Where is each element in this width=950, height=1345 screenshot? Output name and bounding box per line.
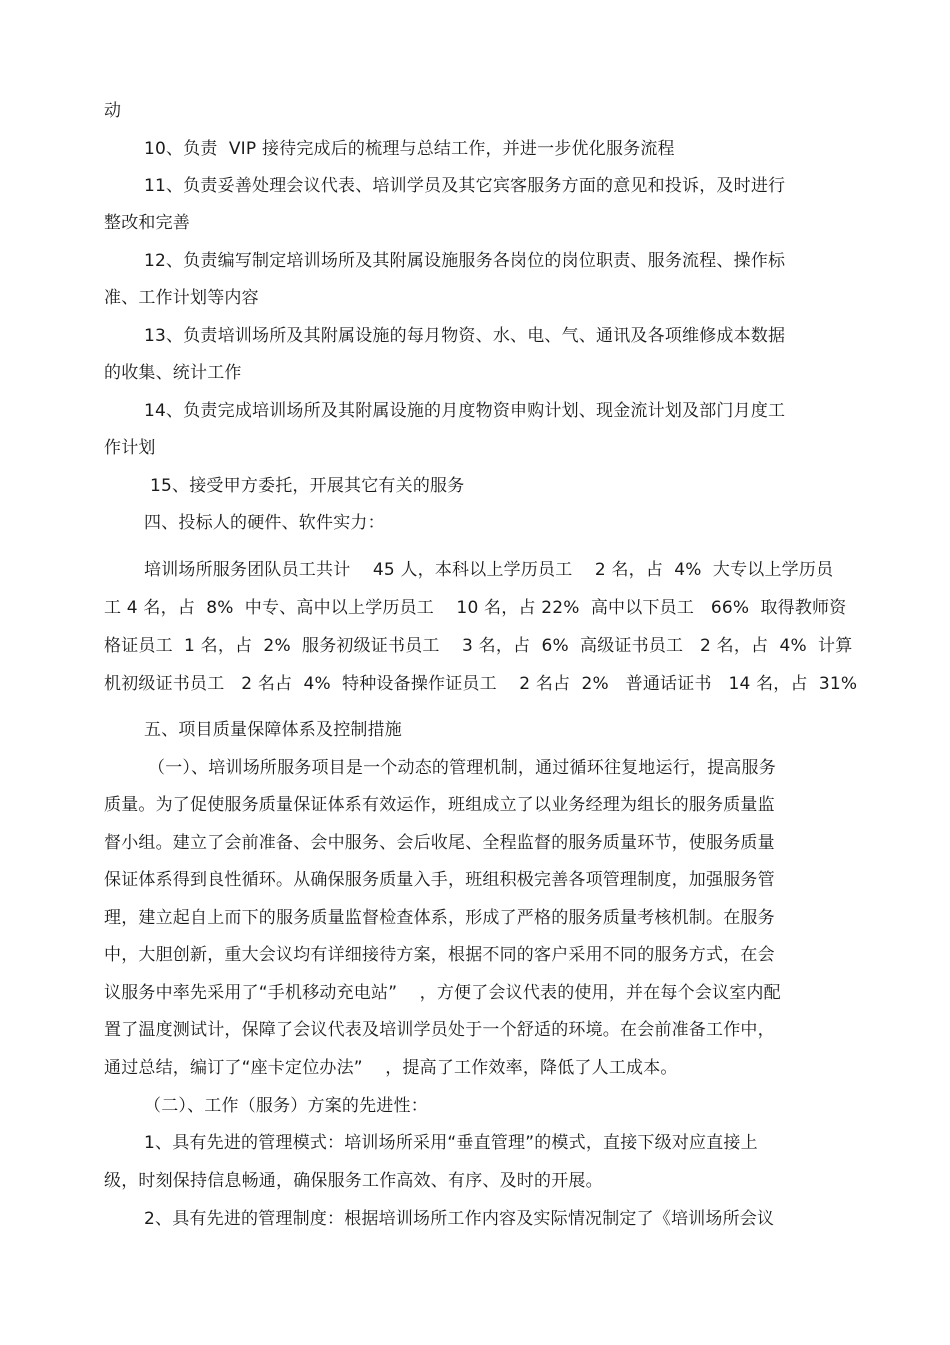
section-heading: 四、投标人的硬件、软件实力： <box>144 513 385 533</box>
text-line: 1、具有先进的管理模式：培训场所采用“垂直管理”的模式，直接下级对应直接上 <box>144 1133 758 1153</box>
text-line: 格证员工 1 名，占 2% 服务初级证书员工 3 名，占 6% 高级证书员工 2 名，占 4% 计算 <box>104 636 853 656</box>
text-line: 11、负责妥善处理会议代表、培训学员及其它宾客服务方面的意见和投诉，及时进行 <box>144 176 786 196</box>
text-line: 培训场所服务团队员工共计 45 人，本科以上学历员工 2 名，占 4% 大专以上学历员 <box>144 560 834 580</box>
text-line: 10、负责 VIP 接待完成后的梳理与总结工作，并进一步优化服务流程 <box>144 139 675 159</box>
text-line: 整改和完善 <box>104 213 190 233</box>
text-line: 通过总结，编订了“座卡定位办法” ，提高了工作效率，降低了人工成本。 <box>104 1058 678 1078</box>
text-line: （一）、培训场所服务项目是一个动态的管理机制，通过循环往复地运行，提高服务 <box>148 758 776 778</box>
text-line: 12、负责编写制定培训场所及其附属设施服务各岗位的岗位职责、服务流程、操作标 <box>144 251 786 271</box>
section-heading: 五、项目质量保障体系及控制措施 <box>144 720 402 740</box>
text-line: 保证体系得到良性循环。从确保服务质量入手，班组积极完善各项管理制度，加强服务管 <box>104 870 775 890</box>
text-line: 13、负责培训场所及其附属设施的每月物资、水、电、气、通讯及各项维修成本数据 <box>144 326 786 346</box>
text-line: 级，时刻保持信息畅通，确保服务工作高效、有序、及时的开展。 <box>104 1171 603 1191</box>
text-line: 理，建立起自上而下的服务质量监督检查体系，形成了严格的服务质量考核机制。在服务 <box>104 908 775 928</box>
text-line: 15、接受甲方委托，开展其它有关的服务 <box>150 476 465 496</box>
text-line: 作计划 <box>104 438 156 458</box>
text-line: 质量。为了促使服务质量保证体系有效运作，班组成立了以业务经理为组长的服务质量监 <box>104 795 775 815</box>
text-line: 中，大胆创新，重大会议均有详细接待方案，根据不同的客户采用不同的服务方式，在会 <box>104 945 775 965</box>
section-heading: （二）、工作（服务）方案的先进性： <box>144 1096 428 1116</box>
text-line: 置了温度测试计，保障了会议代表及培训学员处于一个舒适的环境。在会前准备工作中， <box>104 1020 775 1040</box>
text-line: 议服务中率先采用了“手机移动充电站” ，方便了会议代表的使用，并在每个会议室内配 <box>104 983 781 1003</box>
text-line: 2、具有先进的管理制度：根据培训场所工作内容及实际情况制定了《培训场所会议 <box>144 1209 775 1229</box>
text-line: 机初级证书员工 2 名占 4% 特种设备操作证员工 2 名占 2% 普通话证书 14 名，占 31% <box>104 674 858 694</box>
text-line: 准、工作计划等内容 <box>104 288 259 308</box>
text-line: 督小组。建立了会前准备、会中服务、会后收尾、全程监督的服务质量环节，使服务质量 <box>104 833 775 853</box>
text-line: 工 4 名，占 8% 中专、高中以上学历员工 10 名，占 22% 高中以下员工 66% 取得教师资 <box>104 598 847 618</box>
text-line: 14、负责完成培训场所及其附属设施的月度物资申购计划、现金流计划及部门月度工 <box>144 401 786 421</box>
text-line: 的收集、统计工作 <box>104 363 242 383</box>
text-line: 动 <box>104 101 122 121</box>
